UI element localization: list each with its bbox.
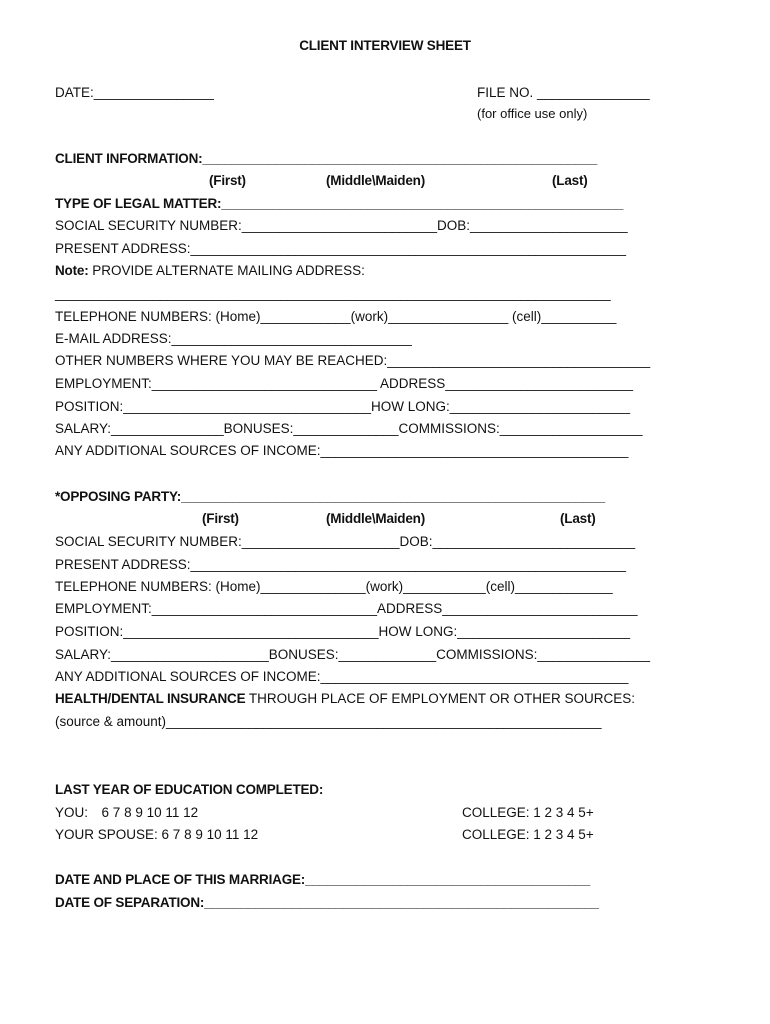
opposing-additional-income-field[interactable]: ANY ADDITIONAL SOURCES OF INCOME:_________________________________________ [55, 669, 629, 684]
client-email-field[interactable]: E-MAIL ADDRESS:________________________________ [55, 331, 412, 346]
spouse-education-row [55, 826, 258, 844]
client-ssn-dob-field[interactable]: SOCIAL SECURITY NUMBER:__________________________DOB:_____________________ [55, 218, 628, 233]
you-label: YOU: [55, 805, 89, 820]
spouse-college-options[interactable]: COLLEGE: 1 2 3 4 5+ [462, 827, 594, 842]
client-additional-income-field[interactable]: ANY ADDITIONAL SOURCES OF INCOME:_________________________________________ [55, 443, 629, 458]
opposing-salary-field[interactable]: SALARY:_____________________BONUSES:_____________COMMISSIONS:_______________ [55, 647, 650, 662]
note-text: PROVIDE ALTERNATE MAILING ADDRESS: [92, 263, 365, 278]
spouse-grade-options[interactable]: 6 7 8 9 10 11 12 [161, 827, 259, 842]
opposing-position-field[interactable]: POSITION:__________________________________HOW LONG:_______________________ [55, 624, 630, 639]
date-field[interactable]: DATE:________________ [55, 85, 214, 100]
page-title: CLIENT INTERVIEW SHEET [299, 38, 471, 53]
client-name-middle-label: (Middle\Maiden) [326, 173, 425, 188]
client-employment-field[interactable]: EMPLOYMENT:______________________________ ADDRESS_________________________ [55, 376, 633, 391]
client-other-numbers-field[interactable]: OTHER NUMBERS WHERE YOU MAY BE REACHED:___________________________________ [55, 353, 651, 368]
legal-matter-field[interactable]: TYPE OF LEGAL MATTER:_______________________________________________________ [55, 196, 624, 211]
opposing-name-first-label: (First) [202, 511, 239, 526]
you-grade-options[interactable]: 6 7 8 9 10 11 12 [101, 805, 199, 820]
client-position-field[interactable]: POSITION:_________________________________HOW LONG:________________________ [55, 399, 630, 414]
alternate-address-field[interactable]: __________________________________________________________________________ [55, 286, 611, 301]
opposing-employment-field[interactable]: EMPLOYMENT:______________________________ADDRESS__________________________ [55, 601, 638, 616]
alternate-address-note [55, 262, 365, 280]
you-education-row [55, 804, 198, 822]
you-college-options[interactable]: COLLEGE: 1 2 3 4 5+ [462, 805, 594, 820]
office-use-note: (for office use only) [477, 106, 588, 121]
note-label: Note: [55, 263, 89, 278]
education-heading: LAST YEAR OF EDUCATION COMPLETED: [55, 782, 324, 797]
client-present-address-field[interactable]: PRESENT ADDRESS:__________________________________________________________ [55, 241, 627, 256]
insurance-line [55, 690, 635, 708]
marriage-date-place-field[interactable]: DATE AND PLACE OF THIS MARRIAGE:_______________________________________ [55, 872, 591, 887]
file-number-field[interactable]: FILE NO. _______________ [477, 85, 650, 100]
opposing-present-address-field[interactable]: PRESENT ADDRESS:__________________________________________________________ [55, 557, 627, 572]
insurance-label: HEALTH/DENTAL INSURANCE [55, 691, 246, 706]
spouse-label: YOUR SPOUSE: [55, 827, 158, 842]
opposing-telephone-field[interactable]: TELEPHONE NUMBERS: (Home)______________(work)___________(cell)_____________ [55, 579, 613, 594]
client-name-first-label: (First) [209, 173, 246, 188]
client-name-last-label: (Last) [552, 173, 588, 188]
insurance-text: THROUGH PLACE OF EMPLOYMENT OR OTHER SOURCES: [248, 691, 635, 706]
insurance-source-amount-field[interactable]: (source & amount)__________________________________________________________ [55, 714, 602, 729]
separation-date-field[interactable]: DATE OF SEPARATION:______________________________________________________ [55, 895, 599, 910]
opposing-name-last-label: (Last) [560, 511, 596, 526]
opposing-name-middle-label: (Middle\Maiden) [326, 511, 425, 526]
opposing-ssn-dob-field[interactable]: SOCIAL SECURITY NUMBER:_____________________DOB:___________________________ [55, 534, 636, 549]
client-salary-field[interactable]: SALARY:_______________BONUSES:______________COMMISSIONS:___________________ [55, 421, 643, 436]
client-telephone-field[interactable]: TELEPHONE NUMBERS: (Home)____________(work)________________ (cell)__________ [55, 309, 617, 324]
client-information-field[interactable]: CLIENT INFORMATION:______________________________________________________ [55, 151, 598, 166]
opposing-party-field[interactable]: *OPPOSING PARTY:__________________________________________________________ [55, 489, 605, 504]
